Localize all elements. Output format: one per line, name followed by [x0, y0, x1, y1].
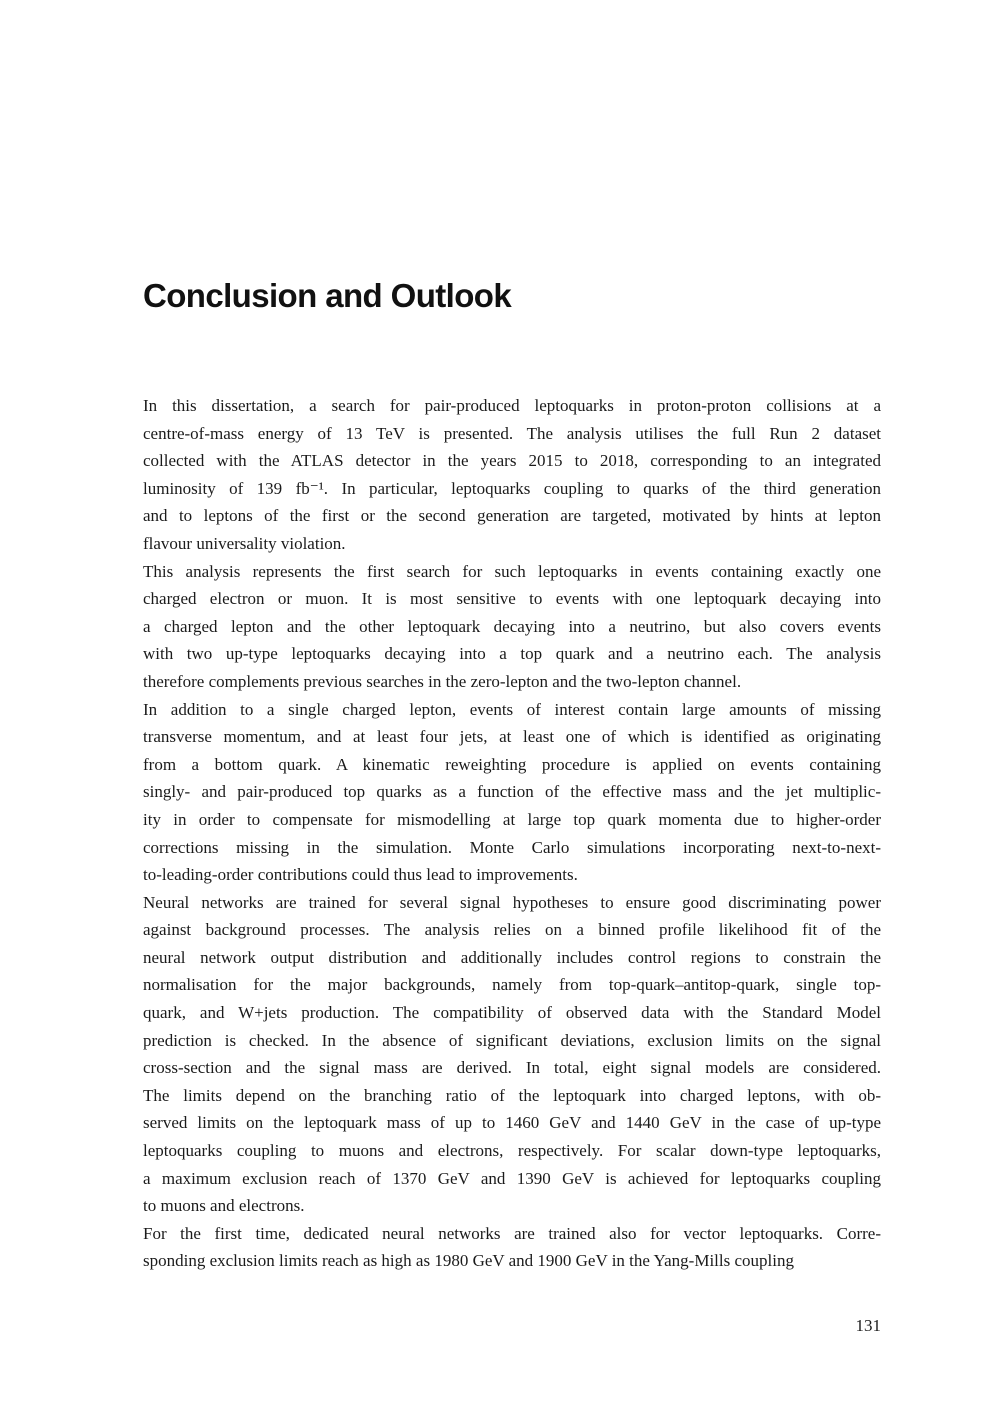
body-line: against background processes. The analysis relies on a binned profile likelihood fit of the: [143, 920, 881, 940]
body-line: In addition to a single charged lepton, events of interest contain large amounts of missing: [143, 699, 881, 719]
body-line: a maximum exclusion reach of 1370 GeV and 1390 GeV is achieved for leptoquarks coupling: [143, 1168, 881, 1188]
body-line: from a bottom quark. A kinematic reweighting procedure is applied on events containing: [143, 754, 881, 774]
body-line: ity in order to compensate for mismodelling at large top quark momenta due to higher-order: [143, 809, 881, 829]
body-line: normalisation for the major backgrounds, namely from top-quark–antitop-quark, single top-: [143, 975, 881, 995]
body-line: The limits depend on the branching ratio of the leptoquark into charged leptons, with ob-: [143, 1085, 881, 1105]
body-line: luminosity of 139 fb⁻¹. In particular, leptoquarks coupling to quarks of the third generation: [143, 478, 881, 498]
paragraph: [143, 696, 881, 889]
body-line: quark, and W+jets production. The compatibility of observed data with the Standard Model: [143, 1003, 881, 1023]
body-line: flavour universality violation.: [143, 533, 346, 553]
page-number: 131: [855, 1316, 881, 1335]
body-line: to-leading-order contributions could thus lead to improvements.: [143, 865, 578, 885]
body-line: neural network output distribution and additionally includes control regions to constrain the: [143, 947, 881, 967]
body-line: charged electron or muon. It is most sensitive to events with one leptoquark decaying into: [143, 589, 881, 609]
paragraph: [143, 392, 881, 558]
body-line: and to leptons of the first or the second generation are targeted, motivated by hints at lepton: [143, 506, 881, 526]
chapter-heading: Conclusion and Outlook: [143, 277, 512, 314]
paragraph: [143, 558, 881, 696]
body-line: served limits on the leptoquark mass of up to 1460 GeV and 1440 GeV in the case of up-type: [143, 1113, 881, 1133]
paragraph: [143, 889, 881, 1220]
body-line: transverse momentum, and at least four jets, at least one of which is identified as originating: [143, 727, 881, 747]
body-line: a charged lepton and the other leptoquark decaying into a neutrino, but also covers events: [143, 616, 881, 636]
paragraph: [143, 1220, 881, 1275]
body-line: cross-section and the signal mass are derived. In total, eight signal models are considered.: [143, 1058, 881, 1078]
body-line: Neural networks are trained for several signal hypotheses to ensure good discriminating power: [143, 892, 881, 912]
body-line: For the first time, dedicated neural networks are trained also for vector leptoquarks. Corre-: [143, 1223, 881, 1243]
body-line: In this dissertation, a search for pair-produced leptoquarks in proton-proton collisions at a: [143, 396, 881, 415]
body-line: centre-of-mass energy of 13 TeV is presented. The analysis utilises the full Run 2 dataset: [143, 423, 881, 443]
body-line: with two up-type leptoquarks decaying into a top quark and a neutrino each. The analysis: [143, 644, 881, 664]
body-text: [143, 392, 881, 1275]
body-line: corrections missing in the simulation. Monte Carlo simulations incorporating next-to-next-: [143, 837, 881, 857]
body-line: prediction is checked. In the absence of significant deviations, exclusion limits on the signal: [143, 1030, 881, 1050]
body-line: therefore complements previous searches in the zero-lepton and the two-lepton channel.: [143, 671, 742, 691]
body-line: to muons and electrons.: [143, 1196, 305, 1216]
body-line: sponding exclusion limits reach as high as 1980 GeV and 1900 GeV in the Yang-Mills coupling: [143, 1251, 794, 1271]
body-line: singly- and pair-produced top quarks as a function of the effective mass and the jet multiplic-: [143, 782, 881, 802]
body-line: collected with the ATLAS detector in the years 2015 to 2018, corresponding to an integrated: [143, 451, 881, 471]
body-line: leptoquarks coupling to muons and electrons, respectively. For scalar down-type leptoquarks,: [143, 1141, 881, 1161]
body-line: This analysis represents the first search for such leptoquarks in events containing exactly one: [143, 561, 881, 581]
